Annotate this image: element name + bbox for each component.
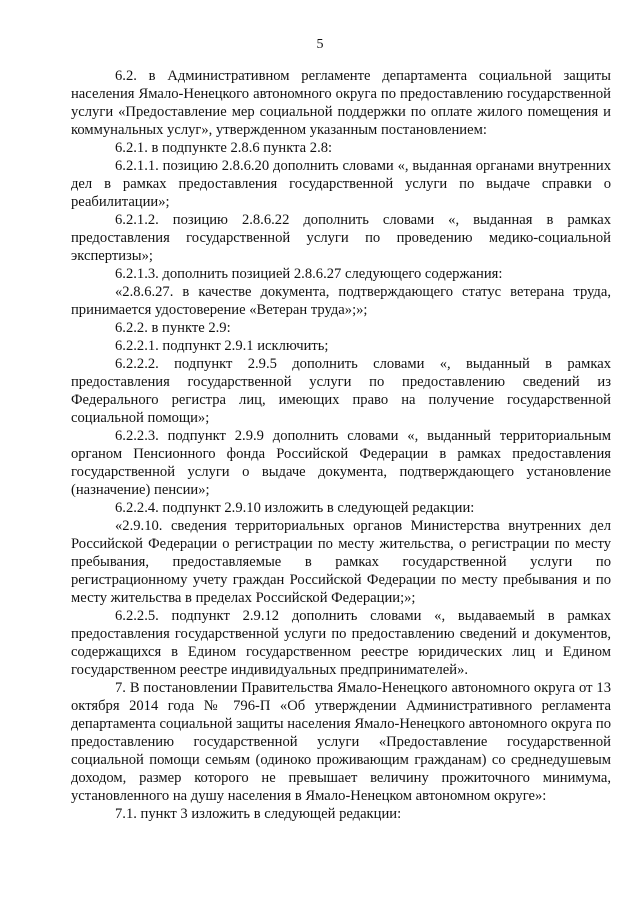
- paragraph-6-2-1: 6.2.1. в подпункте 2.8.6 пункта 2.8:: [115, 140, 333, 156]
- paragraph-6-2-2: 6.2.2. в пункте 2.9:: [115, 320, 231, 336]
- paragraph-2-8-6-27: «2.8.6.27. в качестве документа, подтверждающего статус ветерана труда, принимается удостоверение «Ветеран труда»;»;: [71, 284, 611, 318]
- paragraph-7: 7. В постановлении Правительства Ямало-Ненецкого автономного округа от 13 октября 2014 года № 796-П «Об утверждении Административного регламента департамента социальной защиты населения Ямало-Ненецкого автономного округа по предоставлению государственной услуги «Предоставление государственной социальной помощи семьям (одиноко проживающим гражданам) со среднедушевым доходом, размер которого не превышает величину прожиточного минимума, установленного на душу населения в Ямало-Ненецком автономном округе»:: [71, 680, 611, 804]
- paragraph-2-9-10: «2.9.10. сведения территориальных органов Министерства внутренних дел Российской Федерации о регистрации по месту жительства, о регистрации по месту пребывания, предоставляемые в рамках государственной услуги по регистрационному учету граждан Российской Федерации по месту пребывания и по месту жительства в пределах Российской Федерации;»;: [71, 518, 611, 606]
- paragraph-6-2: 6.2. в Административном регламенте департамента социальной защиты населения Ямало-Ненецкого автономного округа по предоставлению государственной услуги «Предоставление мер социальной поддержки по оплате жилого помещения и коммунальных услуг», утвержденном указанным постановлением:: [71, 68, 611, 138]
- paragraph-6-2-1-1: 6.2.1.1. позицию 2.8.6.20 дополнить словами «, выданная органами внутренних дел в рамках предоставления государственной услуги по выдаче справки о реабилитации»;: [71, 158, 611, 210]
- paragraph-6-2-2-2: 6.2.2.2. подпункт 2.9.5 дополнить словами «, выданный в рамках предоставления государственной услуги по предоставлению сведений из Федерального регистра лиц, имеющих право на получение государственной социальной помощи»;: [71, 356, 611, 426]
- document-body: [71, 67, 611, 823]
- paragraph-7-1: 7.1. пункт 3 изложить в следующей редакции:: [115, 806, 402, 822]
- paragraph-6-2-2-3: 6.2.2.3. подпункт 2.9.9 дополнить словами «, выданный территориальным органом Пенсионного фонда Российской Федерации в рамках предоставления государственной услуги о выдаче документа, подтверждающего установление (назначение) пенсии»;: [71, 428, 611, 498]
- paragraph-6-2-1-2: 6.2.1.2. позицию 2.8.6.22 дополнить словами «, выданная в рамках предоставления государственной услуги по проведению медико-социальной экспертизы»;: [71, 212, 611, 264]
- paragraph-6-2-2-4: 6.2.2.4. подпункт 2.9.10 изложить в следующей редакции:: [115, 500, 475, 516]
- paragraph-6-2-2-1: 6.2.2.1. подпункт 2.9.1 исключить;: [115, 338, 329, 354]
- paragraph-6-2-2-5: 6.2.2.5. подпункт 2.9.12 дополнить словами «, выдаваемый в рамках предоставления государственной услуги по предоставлению сведений и документов, содержащихся в Едином государственном реестре юридических лиц и Едином государственном реестре индивидуальных предпринимателей».: [71, 608, 611, 678]
- paragraph-6-2-1-3: 6.2.1.3. дополнить позицией 2.8.6.27 следующего содержания:: [115, 266, 503, 282]
- page-number: 5: [316, 37, 324, 52]
